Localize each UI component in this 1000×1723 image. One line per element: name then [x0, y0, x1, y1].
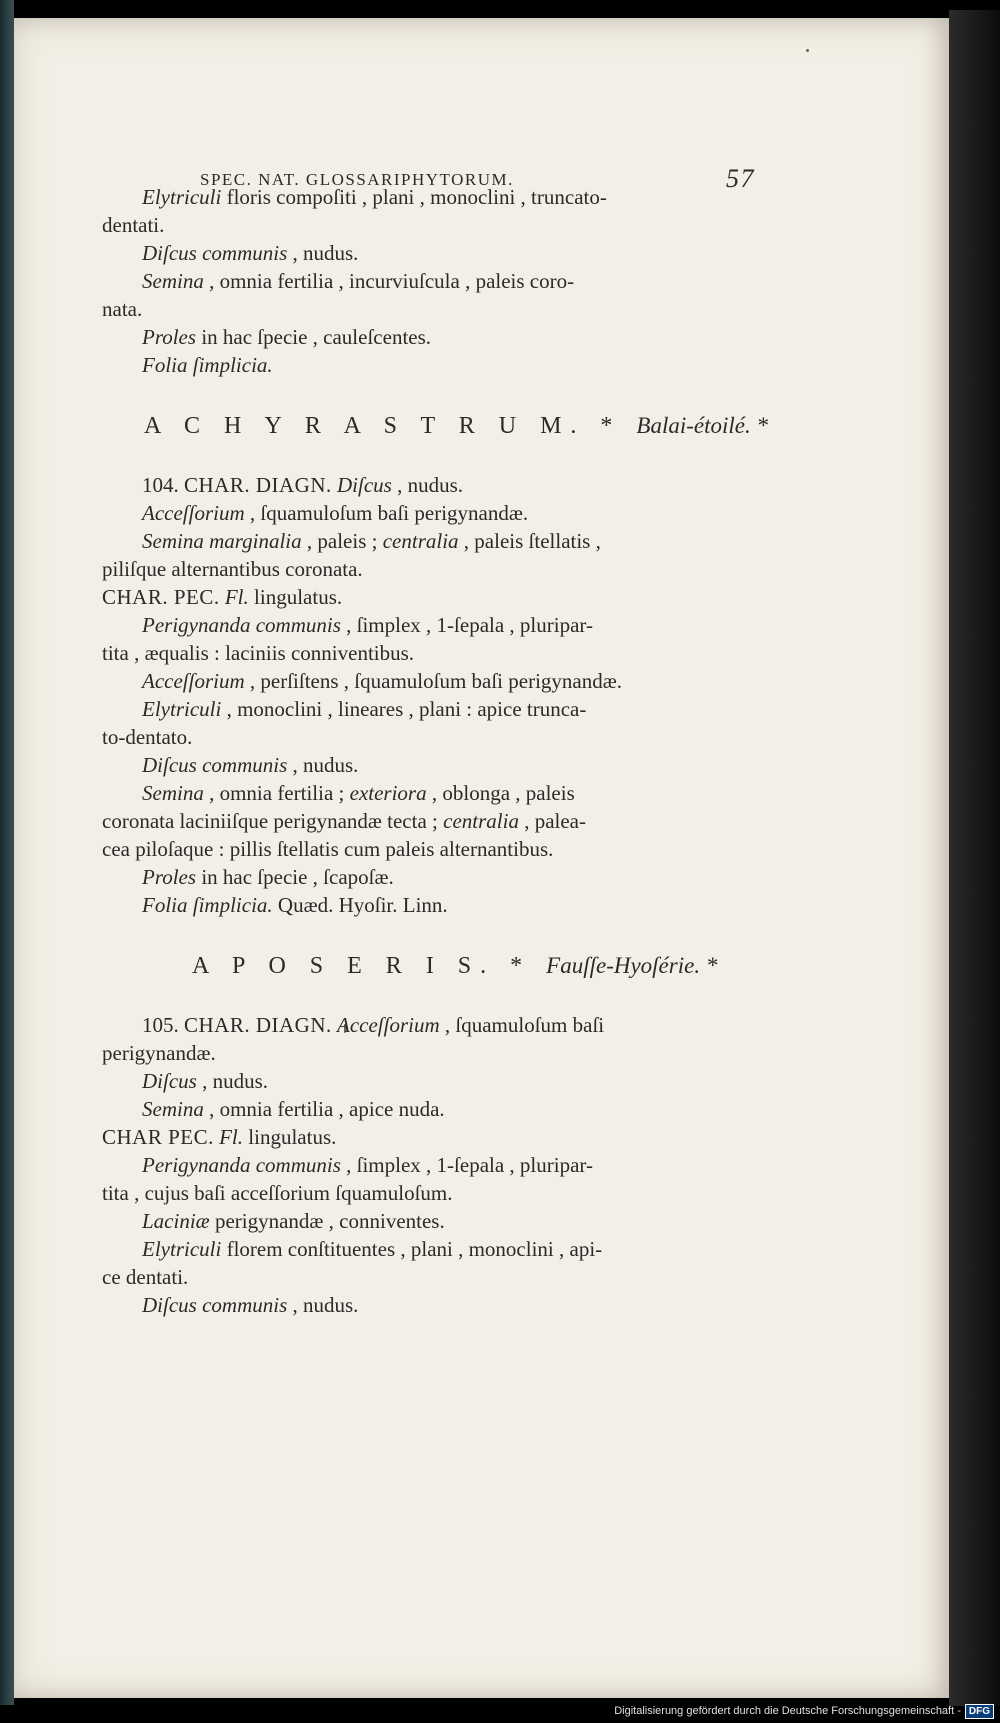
- paper-speck: [806, 49, 809, 52]
- text-line: Perigynanda communis , ſimplex , 1-ſepala , pluripar-: [142, 1153, 593, 1177]
- text-line: piliſque alternantibus coronata.: [102, 557, 363, 581]
- text-line: Diſcus communis , nudus.: [142, 241, 359, 265]
- text-line: Elytriculi , monoclini , lineares , plani : apice trunca-: [142, 697, 587, 721]
- text-line: Proles in hac ſpecie , ſcapoſæ.: [142, 865, 394, 889]
- text-line: Semina , omnia fertilia ; exteriora , oblonga , paleis: [142, 781, 575, 805]
- text-line: Folia ſimplicia. Quæd. Hyoſir. Linn.: [142, 893, 448, 917]
- text-line: Laciniæ perigynandæ , conniventes.: [142, 1209, 445, 1233]
- text-line: 105. CHAR. DIAGN. Acceſſorium , ſquamuloſum baſi: [142, 1013, 605, 1037]
- text-line: Acceſſorium , ſquamuloſum baſi perigynandæ.: [142, 501, 529, 525]
- text-line: tita , cujus baſi acceſſorium ſquamuloſum.: [102, 1181, 453, 1205]
- page-edge-shadow: [949, 10, 1000, 1706]
- page-number: 57: [726, 164, 755, 193]
- text-line: dentati.: [102, 213, 165, 237]
- text-line: cea piloſaque : pillis ſtellatis cum paleis alternantibus.: [102, 837, 554, 861]
- text-line: Diſcus , nudus.: [142, 1069, 269, 1093]
- text-line: Semina marginalia , paleis ; centralia , paleis ſtellatis ,: [142, 529, 601, 553]
- credit-text: Digitalisierung gefördert durch die Deutsche Forschungsgemeinschaft -: [614, 1705, 961, 1717]
- text-line: CHAR PEC. Fl. lingulatus.: [102, 1125, 337, 1149]
- text-line: Diſcus communis , nudus.: [142, 1293, 359, 1317]
- text-line: tita , æqualis : laciniis conniventibus.: [102, 641, 415, 665]
- text-line: CHAR. PEC. Fl. lingulatus.: [102, 585, 343, 609]
- dfg-logo: DFG: [965, 1704, 994, 1719]
- text-line: 104. CHAR. DIAGN. Diſcus , nudus.: [142, 473, 464, 497]
- text-line: Semina , omnia fertilia , apice nuda.: [142, 1097, 445, 1121]
- running-head-title: SPEC. NAT. GLOSSARIPHYTORUM.: [200, 170, 514, 189]
- text-line: to-dentato.: [102, 725, 193, 749]
- book-spine-left: [0, 0, 14, 1705]
- genus-heading: A P O S E R I S. * Fauſſe-Hyoſérie. *: [192, 953, 718, 979]
- text-line: ce dentati.: [102, 1265, 189, 1289]
- text-line: perigynandæ.: [102, 1041, 216, 1065]
- text-line: Diſcus communis , nudus.: [142, 753, 359, 777]
- text-line: Folia ſimplicia.: [142, 353, 273, 377]
- text-line: nata.: [102, 297, 143, 321]
- text-line: coronata laciniiſque perigynandæ tecta ; centralia , palea-: [102, 809, 586, 833]
- text-line: Elytriculi florem conſtituentes , plani , monoclini , api-: [142, 1237, 603, 1261]
- genus-heading: A C H Y R A S T R U M. * Balai-étoilé. *: [144, 413, 768, 439]
- text-line: Semina , omnia fertilia , incurviuſcula , paleis coro-: [142, 269, 575, 293]
- text-line: Proles in hac ſpecie , cauleſcentes.: [142, 325, 432, 349]
- text-line: Acceſſorium , perſiſtens , ſquamuloſum baſi perigynandæ.: [142, 669, 622, 693]
- text-line: Elytriculi floris compoſiti , plani , monoclini , truncato-: [142, 185, 607, 209]
- digitization-credit: [614, 1703, 994, 1719]
- text-line: Perigynanda communis , ſimplex , 1-ſepala , pluripar-: [142, 613, 593, 637]
